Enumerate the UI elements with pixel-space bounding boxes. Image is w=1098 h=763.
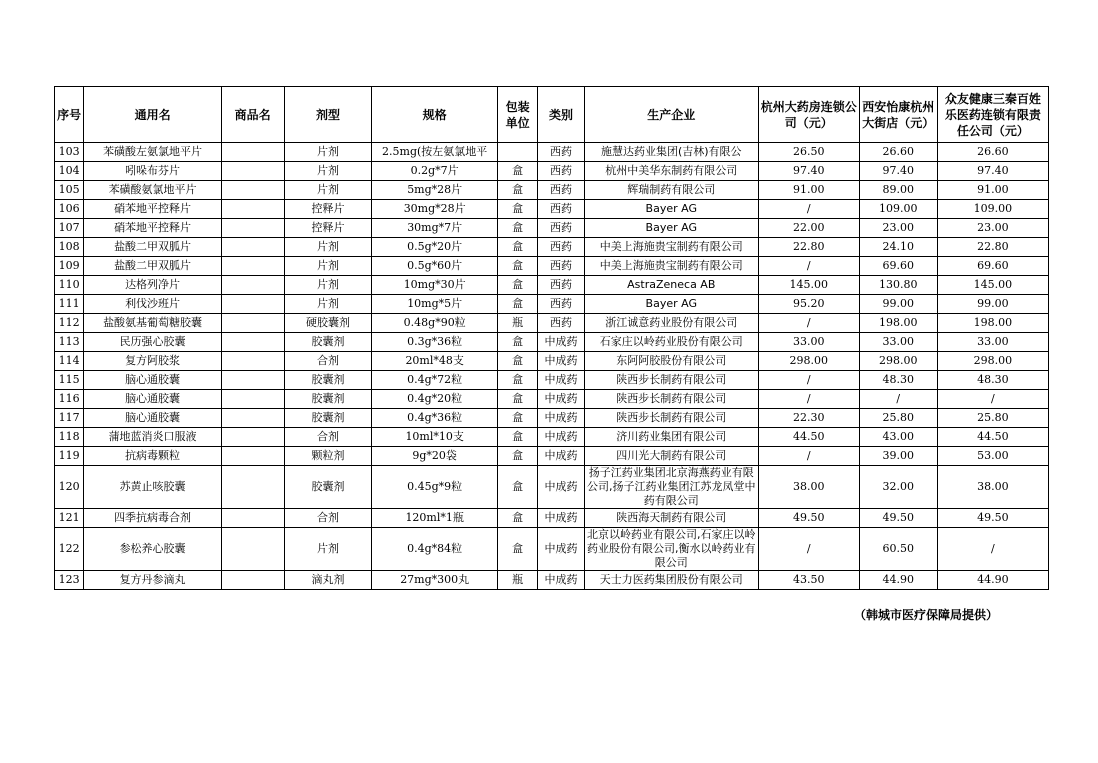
cell-price-hangzhou: 44.50	[758, 428, 859, 447]
cell-category: 中成药	[538, 509, 585, 528]
cell-generic-name: 民历强心胶囊	[84, 333, 222, 352]
cell-index: 121	[55, 509, 84, 528]
cell-price-xian: 49.50	[859, 509, 937, 528]
cell-category: 西药	[538, 276, 585, 295]
cell-price-zhongyou: 38.00	[937, 466, 1048, 509]
table-row	[55, 276, 1049, 295]
cell-index: 114	[55, 352, 84, 371]
cell-manufacturer: 中美上海施贵宝制药有限公司	[584, 238, 758, 257]
cell-trade-name	[221, 371, 284, 390]
cell-price-hangzhou: 145.00	[758, 276, 859, 295]
cell-price-xian: 130.80	[859, 276, 937, 295]
cell-specification: 120ml*1瓶	[372, 509, 497, 528]
cell-category: 西药	[538, 200, 585, 219]
cell-trade-name	[221, 219, 284, 238]
cell-manufacturer: 济川药业集团有限公司	[584, 428, 758, 447]
table-row	[55, 509, 1049, 528]
cell-dosage-form: 片剂	[284, 143, 372, 162]
cell-package-unit	[497, 143, 537, 162]
cell-price-xian: 69.60	[859, 257, 937, 276]
cell-trade-name	[221, 352, 284, 371]
cell-manufacturer: 陕西步长制药有限公司	[584, 390, 758, 409]
cell-price-hangzhou: 22.30	[758, 409, 859, 428]
cell-generic-name: 盐酸氨基葡萄糖胶囊	[84, 314, 222, 333]
cell-generic-name: 抗病毒颗粒	[84, 447, 222, 466]
cell-manufacturer: Bayer AG	[584, 295, 758, 314]
cell-generic-name: 复方丹参滴丸	[84, 571, 222, 590]
cell-index: 116	[55, 390, 84, 409]
table-row	[55, 238, 1049, 257]
cell-package-unit: 盒	[497, 447, 537, 466]
cell-manufacturer: 杭州中美华东制药有限公司	[584, 162, 758, 181]
cell-category: 中成药	[538, 447, 585, 466]
cell-category: 西药	[538, 314, 585, 333]
cell-price-zhongyou: 109.00	[937, 200, 1048, 219]
cell-package-unit: 盒	[497, 509, 537, 528]
cell-trade-name	[221, 409, 284, 428]
cell-dosage-form: 片剂	[284, 162, 372, 181]
table-row	[55, 181, 1049, 200]
cell-trade-name	[221, 257, 284, 276]
cell-generic-name: 利伐沙班片	[84, 295, 222, 314]
table-row	[55, 314, 1049, 333]
table-row	[55, 428, 1049, 447]
cell-generic-name: 苯磺酸氨氯地平片	[84, 181, 222, 200]
cell-price-hangzhou: 22.00	[758, 219, 859, 238]
col-header-price-zhongyou: 众友健康三秦百姓乐医药连锁有限责任公司（元）	[937, 87, 1048, 143]
cell-index: 119	[55, 447, 84, 466]
cell-category: 西药	[538, 162, 585, 181]
cell-index: 108	[55, 238, 84, 257]
cell-index: 104	[55, 162, 84, 181]
cell-index: 117	[55, 409, 84, 428]
cell-price-zhongyou: 298.00	[937, 352, 1048, 371]
cell-price-hangzhou: 49.50	[758, 509, 859, 528]
cell-category: 西药	[538, 238, 585, 257]
cell-package-unit: 盒	[497, 181, 537, 200]
table-row	[55, 219, 1049, 238]
cell-category: 中成药	[538, 352, 585, 371]
col-header-generic-name: 通用名	[84, 87, 222, 143]
cell-trade-name	[221, 238, 284, 257]
cell-category: 西药	[538, 257, 585, 276]
cell-dosage-form: 片剂	[284, 257, 372, 276]
cell-price-hangzhou: 91.00	[758, 181, 859, 200]
col-header-specification: 规格	[372, 87, 497, 143]
cell-specification: 30mg*7片	[372, 219, 497, 238]
cell-price-xian: 25.80	[859, 409, 937, 428]
table-row	[55, 528, 1049, 571]
cell-category: 中成药	[538, 390, 585, 409]
cell-price-zhongyou: 44.90	[937, 571, 1048, 590]
cell-price-zhongyou: 97.40	[937, 162, 1048, 181]
cell-trade-name	[221, 466, 284, 509]
cell-category: 中成药	[538, 428, 585, 447]
cell-price-xian: 43.00	[859, 428, 937, 447]
cell-package-unit: 盒	[497, 238, 537, 257]
cell-package-unit: 瓶	[497, 571, 537, 590]
cell-dosage-form: 片剂	[284, 295, 372, 314]
cell-specification: 0.45g*9粒	[372, 466, 497, 509]
cell-manufacturer: 四川光大制药有限公司	[584, 447, 758, 466]
cell-manufacturer: 浙江诚意药业股份有限公司	[584, 314, 758, 333]
cell-dosage-form: 片剂	[284, 181, 372, 200]
cell-generic-name: 硝苯地平控释片	[84, 200, 222, 219]
cell-dosage-form: 合剂	[284, 509, 372, 528]
cell-category: 西药	[538, 219, 585, 238]
cell-package-unit: 盒	[497, 352, 537, 371]
cell-dosage-form: 合剂	[284, 352, 372, 371]
cell-generic-name: 吲哚布芬片	[84, 162, 222, 181]
cell-dosage-form: 胶囊剂	[284, 390, 372, 409]
cell-trade-name	[221, 333, 284, 352]
cell-generic-name: 蒲地蓝消炎口服液	[84, 428, 222, 447]
cell-specification: 10mg*30片	[372, 276, 497, 295]
cell-specification: 0.5g*60片	[372, 257, 497, 276]
cell-trade-name	[221, 428, 284, 447]
cell-dosage-form: 胶囊剂	[284, 409, 372, 428]
cell-price-hangzhou: 298.00	[758, 352, 859, 371]
cell-price-zhongyou: 99.00	[937, 295, 1048, 314]
cell-specification: 0.4g*36粒	[372, 409, 497, 428]
cell-dosage-form: 控释片	[284, 200, 372, 219]
cell-index: 112	[55, 314, 84, 333]
cell-price-hangzhou: 43.50	[758, 571, 859, 590]
cell-index: 115	[55, 371, 84, 390]
col-header-category: 类别	[538, 87, 585, 143]
table-row	[55, 447, 1049, 466]
cell-index: 103	[55, 143, 84, 162]
cell-specification: 0.2g*7片	[372, 162, 497, 181]
cell-price-hangzhou: 33.00	[758, 333, 859, 352]
table-row	[55, 162, 1049, 181]
cell-package-unit: 盒	[497, 257, 537, 276]
cell-price-zhongyou: 25.80	[937, 409, 1048, 428]
cell-package-unit: 盒	[497, 219, 537, 238]
cell-package-unit: 盒	[497, 428, 537, 447]
cell-dosage-form: 片剂	[284, 238, 372, 257]
cell-price-xian: 44.90	[859, 571, 937, 590]
cell-dosage-form: 滴丸剂	[284, 571, 372, 590]
cell-manufacturer: Bayer AG	[584, 219, 758, 238]
cell-index: 122	[55, 528, 84, 571]
cell-generic-name: 苏黄止咳胶囊	[84, 466, 222, 509]
table-row	[55, 466, 1049, 509]
cell-specification: 27mg*300丸	[372, 571, 497, 590]
cell-dosage-form: 片剂	[284, 276, 372, 295]
col-header-dosage-form: 剂型	[284, 87, 372, 143]
cell-trade-name	[221, 295, 284, 314]
cell-manufacturer: 中美上海施贵宝制药有限公司	[584, 257, 758, 276]
cell-manufacturer: 陕西步长制药有限公司	[584, 409, 758, 428]
cell-package-unit: 盒	[497, 409, 537, 428]
cell-generic-name: 脑心通胶囊	[84, 409, 222, 428]
cell-price-xian: 97.40	[859, 162, 937, 181]
cell-generic-name: 盐酸二甲双胍片	[84, 238, 222, 257]
cell-category: 中成药	[538, 371, 585, 390]
table-row	[55, 571, 1049, 590]
cell-price-xian: /	[859, 390, 937, 409]
cell-trade-name	[221, 571, 284, 590]
cell-specification: 10ml*10支	[372, 428, 497, 447]
cell-price-xian: 109.00	[859, 200, 937, 219]
table-row	[55, 333, 1049, 352]
cell-trade-name	[221, 528, 284, 571]
cell-package-unit: 盒	[497, 200, 537, 219]
cell-index: 113	[55, 333, 84, 352]
cell-generic-name: 达格列净片	[84, 276, 222, 295]
cell-price-hangzhou: /	[758, 390, 859, 409]
cell-package-unit: 盒	[497, 295, 537, 314]
cell-package-unit: 瓶	[497, 314, 537, 333]
cell-price-zhongyou: 22.80	[937, 238, 1048, 257]
cell-category: 中成药	[538, 571, 585, 590]
cell-package-unit: 盒	[497, 528, 537, 571]
cell-manufacturer: 北京以岭药业有限公司,石家庄以岭药业股份有限公司,衡水以岭药业有限公司	[584, 528, 758, 571]
cell-specification: 5mg*28片	[372, 181, 497, 200]
cell-category: 中成药	[538, 528, 585, 571]
cell-specification: 0.4g*72粒	[372, 371, 497, 390]
col-header-package-unit: 包装单位	[497, 87, 537, 143]
cell-package-unit: 盒	[497, 371, 537, 390]
cell-price-xian: 60.50	[859, 528, 937, 571]
cell-price-zhongyou: 145.00	[937, 276, 1048, 295]
cell-manufacturer: AstraZeneca AB	[584, 276, 758, 295]
cell-category: 西药	[538, 295, 585, 314]
cell-price-zhongyou: /	[937, 528, 1048, 571]
cell-trade-name	[221, 447, 284, 466]
cell-price-hangzhou: /	[758, 200, 859, 219]
cell-trade-name	[221, 390, 284, 409]
cell-price-xian: 99.00	[859, 295, 937, 314]
table-row	[55, 409, 1049, 428]
cell-generic-name: 参松养心胶囊	[84, 528, 222, 571]
cell-price-zhongyou: 198.00	[937, 314, 1048, 333]
cell-price-hangzhou: 97.40	[758, 162, 859, 181]
cell-dosage-form: 胶囊剂	[284, 466, 372, 509]
cell-manufacturer: Bayer AG	[584, 200, 758, 219]
cell-specification: 30mg*28片	[372, 200, 497, 219]
cell-dosage-form: 控释片	[284, 219, 372, 238]
table-row	[55, 200, 1049, 219]
cell-category: 中成药	[538, 409, 585, 428]
cell-price-zhongyou: 48.30	[937, 371, 1048, 390]
cell-price-zhongyou: 23.00	[937, 219, 1048, 238]
cell-price-xian: 48.30	[859, 371, 937, 390]
cell-generic-name: 脑心通胶囊	[84, 371, 222, 390]
cell-specification: 0.4g*20粒	[372, 390, 497, 409]
cell-price-xian: 26.60	[859, 143, 937, 162]
cell-specification: 0.5g*20片	[372, 238, 497, 257]
cell-price-hangzhou: /	[758, 314, 859, 333]
cell-index: 106	[55, 200, 84, 219]
cell-price-hangzhou: /	[758, 528, 859, 571]
source-footer: （韩城市医疗保障局提供）	[853, 608, 998, 622]
cell-dosage-form: 胶囊剂	[284, 371, 372, 390]
cell-price-hangzhou: 38.00	[758, 466, 859, 509]
cell-manufacturer: 陕西海天制药有限公司	[584, 509, 758, 528]
cell-manufacturer: 辉瑞制药有限公司	[584, 181, 758, 200]
col-header-manufacturer: 生产企业	[584, 87, 758, 143]
cell-trade-name	[221, 314, 284, 333]
cell-category: 中成药	[538, 333, 585, 352]
cell-generic-name: 硝苯地平控释片	[84, 219, 222, 238]
cell-generic-name: 四季抗病毒合剂	[84, 509, 222, 528]
cell-index: 110	[55, 276, 84, 295]
cell-price-xian: 32.00	[859, 466, 937, 509]
cell-trade-name	[221, 276, 284, 295]
cell-price-xian: 198.00	[859, 314, 937, 333]
cell-package-unit: 盒	[497, 390, 537, 409]
cell-generic-name: 盐酸二甲双胍片	[84, 257, 222, 276]
cell-manufacturer: 天士力医药集团股份有限公司	[584, 571, 758, 590]
cell-price-hangzhou: /	[758, 371, 859, 390]
cell-index: 109	[55, 257, 84, 276]
col-header-trade-name: 商品名	[221, 87, 284, 143]
cell-manufacturer: 东阿阿胶股份有限公司	[584, 352, 758, 371]
cell-index: 123	[55, 571, 84, 590]
cell-generic-name: 复方阿胶浆	[84, 352, 222, 371]
cell-price-hangzhou: /	[758, 257, 859, 276]
cell-package-unit: 盒	[497, 466, 537, 509]
cell-price-hangzhou: 22.80	[758, 238, 859, 257]
cell-trade-name	[221, 143, 284, 162]
table-row	[55, 295, 1049, 314]
cell-trade-name	[221, 162, 284, 181]
cell-specification: 10mg*5片	[372, 295, 497, 314]
cell-package-unit: 盒	[497, 333, 537, 352]
cell-price-xian: 33.00	[859, 333, 937, 352]
cell-category: 西药	[538, 181, 585, 200]
cell-price-xian: 24.10	[859, 238, 937, 257]
cell-price-hangzhou: /	[758, 447, 859, 466]
cell-specification: 0.4g*84粒	[372, 528, 497, 571]
cell-manufacturer: 石家庄以岭药业股份有限公司	[584, 333, 758, 352]
cell-price-zhongyou: 91.00	[937, 181, 1048, 200]
cell-dosage-form: 片剂	[284, 528, 372, 571]
cell-price-xian: 298.00	[859, 352, 937, 371]
cell-dosage-form: 胶囊剂	[284, 333, 372, 352]
drug-price-table	[54, 86, 1049, 590]
cell-price-zhongyou: 44.50	[937, 428, 1048, 447]
cell-index: 105	[55, 181, 84, 200]
cell-manufacturer: 施慧达药业集团(吉林)有限公	[584, 143, 758, 162]
cell-manufacturer: 陕西步长制药有限公司	[584, 371, 758, 390]
table-row	[55, 352, 1049, 371]
cell-index: 118	[55, 428, 84, 447]
cell-dosage-form: 合剂	[284, 428, 372, 447]
cell-price-xian: 89.00	[859, 181, 937, 200]
cell-dosage-form: 硬胶囊剂	[284, 314, 372, 333]
header-row	[55, 87, 1049, 143]
cell-trade-name	[221, 181, 284, 200]
cell-price-zhongyou: 26.60	[937, 143, 1048, 162]
table-row	[55, 390, 1049, 409]
table-row	[55, 143, 1049, 162]
cell-specification: 20ml*48支	[372, 352, 497, 371]
cell-price-xian: 23.00	[859, 219, 937, 238]
cell-price-zhongyou: 53.00	[937, 447, 1048, 466]
cell-price-hangzhou: 26.50	[758, 143, 859, 162]
cell-category: 中成药	[538, 466, 585, 509]
cell-category: 西药	[538, 143, 585, 162]
cell-manufacturer: 扬子江药业集团北京海燕药业有限公司,扬子江药业集团江苏龙凤堂中药有限公司	[584, 466, 758, 509]
cell-trade-name	[221, 200, 284, 219]
table-row	[55, 371, 1049, 390]
cell-package-unit: 盒	[497, 162, 537, 181]
cell-index: 120	[55, 466, 84, 509]
table-row	[55, 257, 1049, 276]
cell-price-zhongyou: 49.50	[937, 509, 1048, 528]
cell-package-unit: 盒	[497, 276, 537, 295]
col-header-price-xian-yikang: 西安怡康杭州大街店（元）	[859, 87, 937, 143]
cell-specification: 0.48g*90粒	[372, 314, 497, 333]
cell-specification: 2.5mg(按左氨氯地平	[372, 143, 497, 162]
cell-specification: 9g*20袋	[372, 447, 497, 466]
cell-index: 107	[55, 219, 84, 238]
cell-generic-name: 苯磺酸左氨氯地平片	[84, 143, 222, 162]
cell-price-hangzhou: 95.20	[758, 295, 859, 314]
cell-specification: 0.3g*36粒	[372, 333, 497, 352]
cell-price-xian: 39.00	[859, 447, 937, 466]
cell-index: 111	[55, 295, 84, 314]
cell-price-zhongyou: 69.60	[937, 257, 1048, 276]
cell-trade-name	[221, 509, 284, 528]
cell-generic-name: 脑心通胶囊	[84, 390, 222, 409]
cell-price-zhongyou: 33.00	[937, 333, 1048, 352]
col-header-price-hangzhou-pharmacy: 杭州大药房连锁公司（元）	[758, 87, 859, 143]
col-header-index: 序号	[55, 87, 84, 143]
cell-dosage-form: 颗粒剂	[284, 447, 372, 466]
cell-price-zhongyou: /	[937, 390, 1048, 409]
